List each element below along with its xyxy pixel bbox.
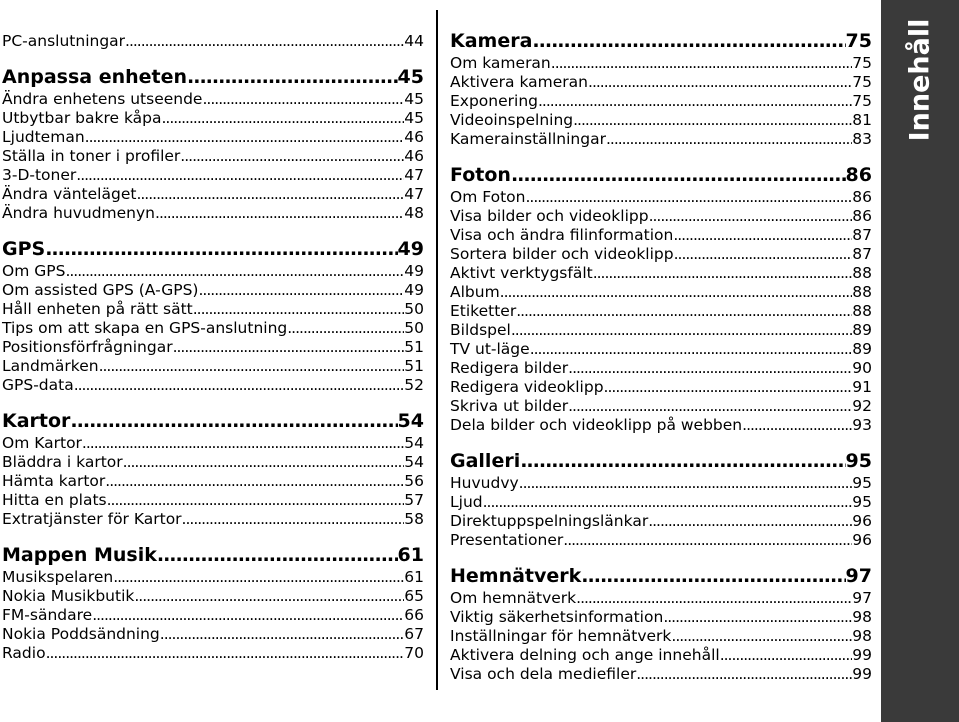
dot-leader	[193, 300, 405, 319]
toc-right-column	[450, 0, 872, 684]
toc-entry-page: 46	[404, 147, 424, 165]
section-heading[interactable]	[450, 449, 872, 474]
toc-entry-title: Ställa in toner i profiler	[2, 147, 181, 165]
toc-entry-page: 75	[852, 54, 872, 72]
toc-entry-page: 56	[404, 472, 424, 490]
dot-leader	[92, 606, 404, 625]
toc-section	[450, 163, 872, 435]
toc-entry-title: Videoinspelning	[450, 111, 574, 129]
toc-entry[interactable]	[2, 491, 424, 510]
toc-entry-title: Redigera bilder	[450, 359, 569, 377]
toc-entry-page: 81	[852, 111, 872, 129]
toc-entry[interactable]	[2, 434, 424, 453]
dot-leader	[198, 281, 404, 300]
toc-entry[interactable]	[2, 32, 424, 51]
dot-leader	[636, 665, 852, 684]
toc-entry-title: Visa bilder och videoklipp	[450, 207, 649, 225]
toc-entry-title: Om assisted GPS (A-GPS)	[2, 281, 199, 299]
section-heading-page: 49	[397, 238, 424, 260]
toc-entry[interactable]	[450, 302, 872, 321]
toc-entry-title: Om GPS	[2, 262, 66, 280]
dot-leader	[606, 130, 852, 149]
toc-entry-page: 75	[852, 73, 872, 91]
toc-entry-title: Inställningar för hemnätverk	[450, 627, 672, 645]
toc-entry-page: 96	[852, 531, 872, 549]
toc-entry[interactable]	[450, 512, 872, 531]
section-heading[interactable]	[2, 543, 424, 568]
toc-entry[interactable]	[450, 188, 872, 207]
toc-entry[interactable]	[450, 665, 872, 684]
dot-leader	[511, 321, 852, 340]
dot-leader	[162, 109, 405, 128]
toc-entry[interactable]	[450, 130, 872, 149]
toc-entry-title: Extratjänster för Kartor	[2, 510, 182, 528]
dot-leader	[157, 543, 398, 568]
dot-leader	[287, 319, 404, 338]
toc-entry[interactable]	[450, 646, 872, 665]
column-divider	[436, 10, 438, 690]
toc-entry[interactable]	[2, 128, 424, 147]
toc-entry-title: Nokia Musikbutik	[2, 587, 135, 605]
toc-entry[interactable]	[450, 493, 872, 512]
toc-entry-title: GPS-data	[2, 376, 74, 394]
toc-entry-title: Ändra huvudmenyn	[2, 204, 156, 222]
toc-entry-title: Ljud	[450, 493, 483, 511]
toc-entry-page: 45	[404, 90, 424, 108]
toc-section	[2, 32, 424, 51]
toc-entry[interactable]	[450, 416, 872, 435]
toc-entry-title: Ändra enhetens utseende	[2, 90, 203, 108]
dot-leader	[663, 608, 852, 627]
toc-entry-page: 66	[404, 606, 424, 624]
toc-entry-page: 51	[404, 338, 424, 356]
dot-leader	[573, 111, 852, 130]
toc-entry-title: Om Kartor	[2, 434, 82, 452]
toc-entry-title: Presentationer	[450, 531, 564, 549]
section-heading-title: Anpassa enheten	[2, 66, 188, 88]
dot-leader	[516, 302, 852, 321]
dot-leader	[155, 204, 404, 223]
toc-entry-title: Visa och ändra filinformation	[450, 226, 674, 244]
toc-entry-page: 50	[404, 300, 424, 318]
toc-entry-page: 92	[852, 397, 872, 415]
section-heading[interactable]	[450, 29, 872, 54]
toc-entry-title: Aktivera kameran	[450, 73, 589, 91]
toc-entry[interactable]	[2, 300, 424, 319]
dot-leader	[500, 283, 853, 302]
toc-entry[interactable]	[450, 92, 872, 111]
toc-entry-title: PC-anslutningar	[2, 32, 126, 50]
toc-entry-title: Sortera bilder och videoklipp	[450, 245, 674, 263]
toc-entry-title: Etiketter	[450, 302, 517, 320]
toc-section	[2, 543, 424, 663]
dot-leader	[525, 188, 852, 207]
toc-entry[interactable]	[2, 204, 424, 223]
section-heading[interactable]	[2, 409, 424, 434]
toc-entry-title: Nokia Poddsändning	[2, 625, 160, 643]
toc-entry[interactable]	[450, 589, 872, 608]
toc-entry-page: 61	[404, 568, 424, 586]
section-heading-title: Hemnätverk	[450, 565, 582, 587]
toc-entry-page: 46	[404, 128, 424, 146]
toc-entry[interactable]	[2, 472, 424, 491]
toc-entry-page: 89	[852, 321, 872, 339]
toc-entry-title: Utbytbar bakre kåpa	[2, 109, 162, 127]
toc-entry-title: Dela bilder och videoklipp på webben	[450, 416, 743, 434]
section-heading-page: 97	[845, 565, 872, 587]
section-heading-title: Galleri	[450, 450, 521, 472]
toc-entry-title: Redigera videoklipp	[450, 378, 604, 396]
toc-entry-title: Kamerainställningar	[450, 130, 606, 148]
toc-entry-page: 98	[852, 608, 872, 626]
dot-leader	[113, 568, 404, 587]
dot-leader	[563, 531, 852, 550]
dot-leader	[187, 65, 398, 90]
dot-leader	[576, 589, 852, 608]
toc-entry-page: 97	[852, 589, 872, 607]
section-heading-title: GPS	[2, 238, 46, 260]
toc-entry[interactable]	[2, 606, 424, 625]
dot-leader	[568, 359, 852, 378]
toc-entry[interactable]	[450, 226, 872, 245]
toc-entry-page: 67	[404, 625, 424, 643]
dot-leader	[483, 493, 853, 512]
toc-entry[interactable]	[2, 644, 424, 663]
dot-leader	[648, 512, 852, 531]
dot-leader	[588, 73, 852, 92]
section-heading-page: 61	[397, 544, 424, 566]
toc-section	[450, 564, 872, 684]
toc-section	[450, 29, 872, 149]
toc-entry-title: FM-sändare	[2, 606, 93, 624]
toc-entry[interactable]	[2, 338, 424, 357]
toc-entry[interactable]	[450, 608, 872, 627]
toc-entry-title: Aktivera delning och ange innehåll	[450, 646, 720, 664]
toc-entry-page: 96	[852, 512, 872, 530]
toc-entry-page: 51	[404, 357, 424, 375]
dot-leader	[182, 510, 405, 529]
toc-section	[2, 65, 424, 223]
toc-entry-title: Om hemnätverk	[450, 589, 577, 607]
toc-entry[interactable]	[450, 627, 872, 646]
dot-leader	[551, 54, 853, 73]
toc-entry[interactable]	[2, 587, 424, 606]
toc-entry-title: Ljudteman	[2, 128, 85, 146]
dot-leader	[65, 262, 404, 281]
toc-entry-title: Radio	[2, 644, 46, 662]
toc-entry-page: 87	[852, 226, 872, 244]
toc-entry-title: TV ut-läge	[450, 340, 530, 358]
dot-leader	[82, 434, 404, 453]
dot-leader	[593, 264, 853, 283]
toc-entry-title: Om kameran	[450, 54, 551, 72]
dot-leader	[85, 128, 405, 147]
toc-entry-page: 95	[852, 493, 872, 511]
toc-entry-page: 52	[404, 376, 424, 394]
toc-entry-page: 54	[404, 453, 424, 471]
section-heading-page: 54	[397, 410, 424, 432]
toc-entry-title: Bläddra i kartor	[2, 453, 123, 471]
toc-entry[interactable]	[450, 359, 872, 378]
toc-entry-page: 49	[404, 281, 424, 299]
toc-entry-title: Om Foton	[450, 188, 526, 206]
toc-section	[450, 449, 872, 550]
dot-leader	[46, 644, 405, 663]
toc-entry-page: 47	[404, 185, 424, 203]
toc-entry-title: Visa och dela mediefiler	[450, 665, 637, 683]
toc-entry-page: 90	[852, 359, 872, 377]
sidebar-title: Innehåll	[904, 18, 936, 142]
toc-entry-title: Exponering	[450, 92, 538, 110]
toc-entry[interactable]	[2, 376, 424, 395]
section-heading-page: 95	[845, 450, 872, 472]
toc-entry-page: 65	[404, 587, 424, 605]
toc-entry[interactable]	[450, 378, 872, 397]
toc-entry-title: Hitta en plats	[2, 491, 107, 509]
toc-entry[interactable]	[2, 90, 424, 109]
toc-entry[interactable]	[450, 474, 872, 493]
section-heading-title: Foton	[450, 164, 511, 186]
toc-entry[interactable]	[450, 73, 872, 92]
toc-entry[interactable]	[2, 453, 424, 472]
toc-entry[interactable]	[2, 625, 424, 644]
dot-leader	[180, 147, 404, 166]
toc-entry[interactable]	[450, 283, 872, 302]
dot-leader	[604, 378, 853, 397]
dot-leader	[134, 587, 404, 606]
dot-leader	[581, 564, 845, 589]
dot-leader	[202, 90, 404, 109]
toc-entry[interactable]	[450, 340, 872, 359]
section-heading-page: 75	[845, 30, 872, 52]
dot-leader	[105, 472, 404, 491]
toc-entry-title: Håll enheten på rätt sätt	[2, 300, 193, 318]
toc-entry[interactable]	[2, 109, 424, 128]
dot-leader	[511, 163, 846, 188]
toc-entry[interactable]	[450, 264, 872, 283]
toc-entry-page: 88	[852, 264, 872, 282]
section-heading-title: Kartor	[2, 410, 71, 432]
toc-entry[interactable]	[450, 531, 872, 550]
toc-entry-page: 49	[404, 262, 424, 280]
toc-entry[interactable]	[2, 262, 424, 281]
dot-leader	[742, 416, 852, 435]
toc-entry[interactable]	[2, 568, 424, 587]
toc-entry-page: 89	[852, 340, 872, 358]
toc-entry-title: Positionsförfrågningar	[2, 338, 173, 356]
toc-entry-page: 44	[404, 32, 424, 50]
toc-entry-page: 48	[404, 204, 424, 222]
dot-leader	[99, 357, 405, 376]
toc-entry[interactable]	[2, 319, 424, 338]
dot-leader	[530, 340, 853, 359]
section-heading[interactable]	[450, 564, 872, 589]
toc-entry-page: 99	[852, 665, 872, 683]
dot-leader	[160, 625, 404, 644]
toc-entry-title: Skriva ut bilder	[450, 397, 569, 415]
toc-entry-page: 98	[852, 627, 872, 645]
dot-leader	[70, 409, 397, 434]
toc-entry[interactable]	[450, 54, 872, 73]
toc-entry-page: 50	[404, 319, 424, 337]
toc-entry-title: Ändra vänteläget	[2, 185, 137, 203]
toc-entry-page: 91	[852, 378, 872, 396]
toc-entry-title: Album	[450, 283, 500, 301]
toc-entry-page: 87	[852, 245, 872, 263]
dot-leader	[674, 245, 853, 264]
dot-leader	[673, 226, 852, 245]
dot-leader	[45, 237, 397, 262]
dot-leader	[107, 491, 405, 510]
toc-entry-page: 70	[404, 644, 424, 662]
toc-entry-title: Aktivt verktygsfält	[450, 264, 593, 282]
toc-entry-page: 58	[404, 510, 424, 528]
dot-leader	[136, 185, 404, 204]
dot-leader	[568, 397, 852, 416]
dot-leader	[720, 646, 853, 665]
toc-entry-page: 47	[404, 166, 424, 184]
toc-entry[interactable]	[2, 357, 424, 376]
dot-leader	[76, 166, 404, 185]
toc-entry-title: Viktig säkerhetsinformation	[450, 608, 664, 626]
toc-entry-page: 75	[852, 92, 872, 110]
toc-entry-page: 99	[852, 646, 872, 664]
section-heading-title: Mappen Musik	[2, 544, 157, 566]
dot-leader	[649, 207, 853, 226]
toc-entry-page: 83	[852, 130, 872, 148]
toc-entry-page: 86	[852, 188, 872, 206]
toc-entry[interactable]	[2, 147, 424, 166]
toc-left-column	[2, 0, 424, 663]
toc-entry[interactable]	[450, 397, 872, 416]
toc-entry-page: 88	[852, 283, 872, 301]
toc-entry-page: 88	[852, 302, 872, 320]
dot-leader	[671, 627, 852, 646]
toc-section	[2, 237, 424, 395]
toc-entry-page: 93	[852, 416, 872, 434]
toc-entry-title: Musikspelaren	[2, 568, 114, 586]
dot-leader	[173, 338, 405, 357]
toc-entry-title: Direktuppspelningslänkar	[450, 512, 649, 530]
toc-entry-title: Huvudvy	[450, 474, 519, 492]
dot-leader	[123, 453, 405, 472]
toc-entry[interactable]	[450, 207, 872, 226]
section-heading-title: Kamera	[450, 30, 533, 52]
section-heading[interactable]	[450, 163, 872, 188]
toc-entry[interactable]	[450, 321, 872, 340]
toc-entry-page: 45	[404, 109, 424, 127]
toc-entry[interactable]	[450, 245, 872, 264]
toc-entry-page: 54	[404, 434, 424, 452]
sidebar-tab	[881, 0, 959, 722]
dot-leader	[532, 29, 845, 54]
toc-entry-title: Landmärken	[2, 357, 99, 375]
dot-leader	[125, 32, 404, 51]
section-heading-page: 45	[397, 66, 424, 88]
toc-entry-title: Hämta kartor	[2, 472, 106, 490]
section-heading[interactable]	[2, 237, 424, 262]
toc-entry-page: 57	[404, 491, 424, 509]
toc-entry[interactable]	[2, 281, 424, 300]
toc-entry[interactable]	[2, 510, 424, 529]
dot-leader	[519, 474, 853, 493]
dot-leader	[520, 449, 845, 474]
toc-entry-page: 95	[852, 474, 872, 492]
toc-entry[interactable]	[450, 111, 872, 130]
toc-entry-title: Bildspel	[450, 321, 511, 339]
toc-entry-page: 86	[852, 207, 872, 225]
dot-leader	[74, 376, 405, 395]
toc-entry[interactable]	[2, 185, 424, 204]
section-heading-page: 86	[845, 164, 872, 186]
toc-entry-title: Tips om att skapa en GPS-anslutning	[2, 319, 288, 337]
section-heading[interactable]	[2, 65, 424, 90]
toc-section	[2, 409, 424, 529]
toc-entry[interactable]	[2, 166, 424, 185]
dot-leader	[538, 92, 852, 111]
toc-entry-title: 3-D-toner	[2, 166, 77, 184]
